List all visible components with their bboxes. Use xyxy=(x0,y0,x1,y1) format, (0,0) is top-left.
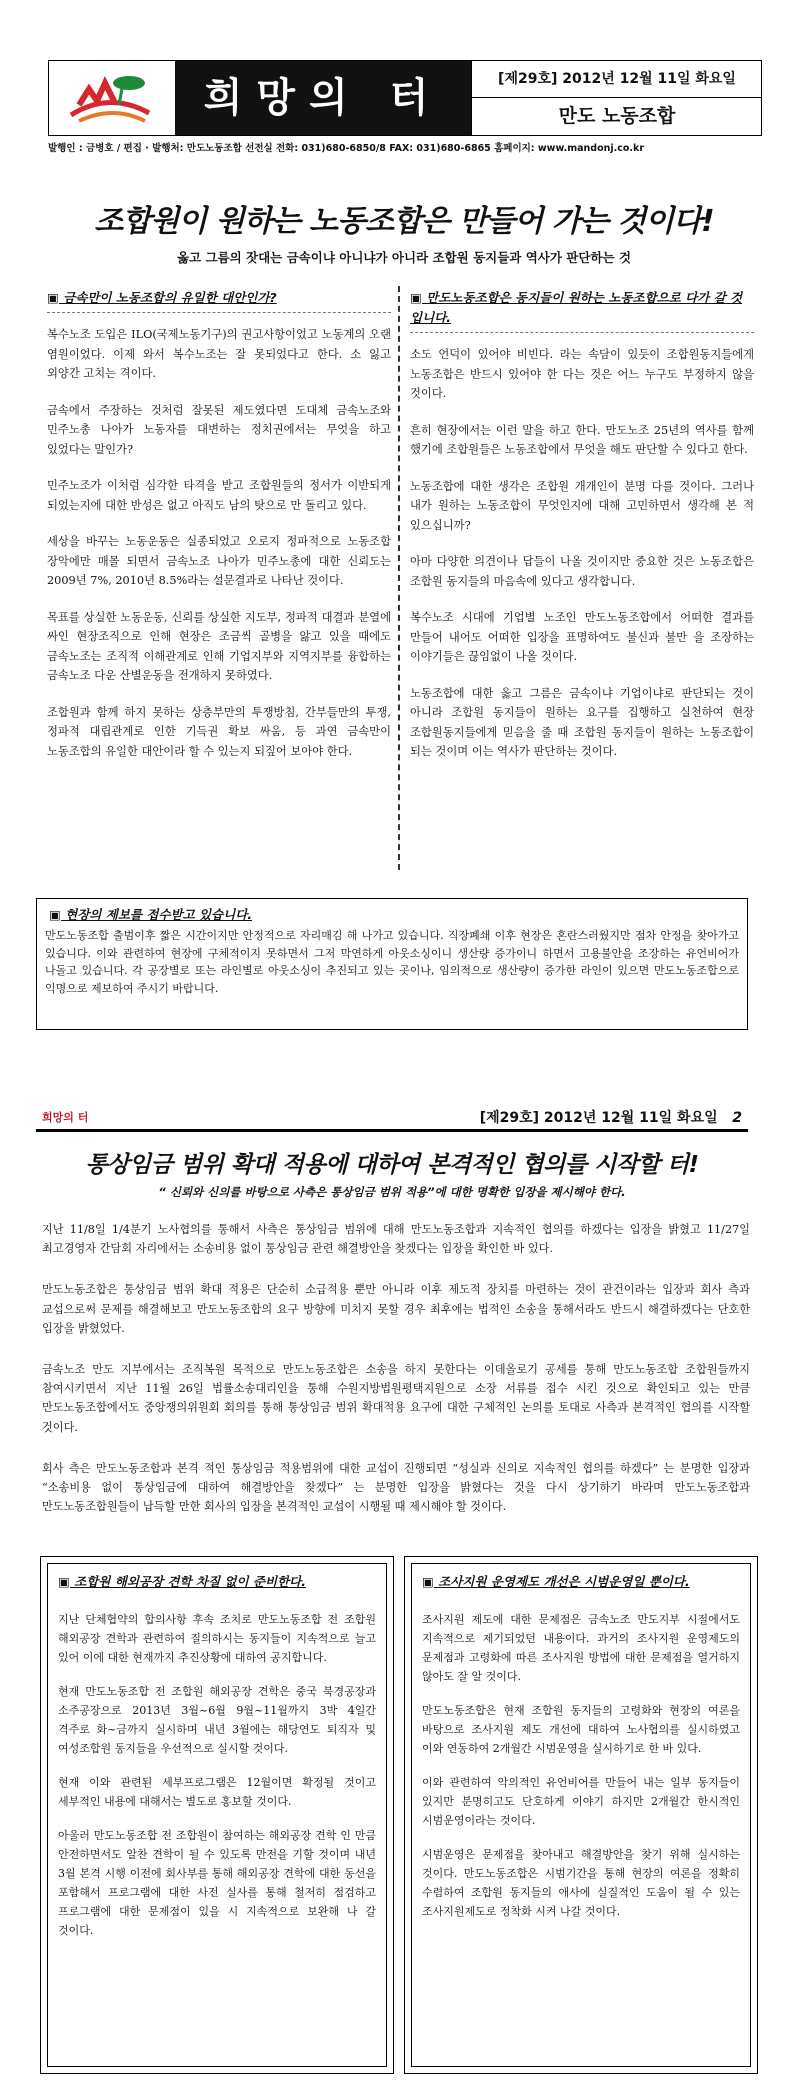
page2-paragraph: 지난 11/8일 1/4분기 노사협의를 통해서 사측은 통상임금 범위에 대해 만도노동조합과 지속적인 협의를 하겠다는 입장을 밝혔고 11/27일 최고경영자 간담회 자리에서는 소송비용 없이 통상임금 관련 해결방안을 찾겠다는 입장을 확인한 바 있다. xyxy=(42,1223,750,1256)
notice-title: ▣ 현장의 제보를 접수받고 있습니다. xyxy=(49,907,253,922)
right-paragraph: 복수노조 시대에 기업별 노조인 만도노동조합에서 어떠한 결과를 만들어 내어도 어떠한 입장을 표명하여도 불신과 불만 을 조장하는 이야기들은 끊임없이 나올 것이다. xyxy=(410,611,754,663)
publisher-info: 발행인 : 금병호 / 편집 · 발행처: 만도노동조합 선전실 전화: 031)680-6850/8 FAX: 031)680-6865 홈페이지: www.mandonj.co.kr xyxy=(48,143,645,154)
support-system-paragraph: 조사지원 제도에 대한 문제점은 금속노조 만도지부 시절에서도 지속적으로 제기되었던 내용이다. 과거의 조사지원 운영제도의 문제점과 고령화에 따른 조사지원 방법에 대한 문제점을 열거하지 않아도 잘 알 것이다. xyxy=(422,1613,740,1683)
page2-header xyxy=(36,1107,748,1132)
page2-subheadline: “ 신뢰와 신의를 바탕으로 사측은 통상임금 범위 적용”에 대한 명확한 입장을 제시해야 한다. xyxy=(158,1185,626,1199)
support-system-paragraph: 시범운영은 문제점을 찾아내고 해결방안을 찾기 위해 실시하는 것이다. 만도노동조합은 시범기간을 통해 현장의 여론을 정확히 수렴하여 조합원 동지들의 애사에 실질적인 도움이 될 수 있는 조사지원제도로 정착화 시켜 나갈 것이다. xyxy=(422,1848,740,1918)
notice-body: 만도노동조합 출범이후 짧은 시간이지만 안정적으로 자리매김 해 나가고 있습니다. 직장폐쇄 이후 현장은 혼란스러웠지만 점차 안정을 찾아가고 있습니다. 이와 관련하여 현장에 구체적이지 못하면서 그저 막연하게 아웃소싱이니 생산량 증가이니 하면서 고용불안을 조장하는 유언비어가 나돌고 있습니다. 각 공장별로 또는 라인별로 아웃소싱이 추진되고 있는 곳이나, 임의적으로 생산량이 증가한 라인이 있으면 만도노동조합으로 익명으로 제보하여 주시기 바랍니다. xyxy=(45,929,739,995)
left-column-title: ▣ 금속만이 노동조합의 유일한 대안인가? xyxy=(47,288,391,313)
page2-issue xyxy=(480,1107,742,1127)
right-column-title: ▣ 만도노동조합은 동지들이 원하는 노동조합으로 다가 갈 것입니다. xyxy=(410,288,754,333)
union-logo xyxy=(49,61,175,135)
left-paragraph: 금속에서 주장하는 것처럼 잘못된 제도였다면 도대체 금속노조와 민주노총 나아가 노동자를 대변하는 정치권에서는 무엇을 하고 있었다는 말인가? xyxy=(47,403,391,456)
left-paragraph: 조합원과 함께 하지 못하는 상층부만의 투쟁방침, 간부들만의 투쟁, 정파적 대립관계로 인한 기득권 확보 싸움, 등 과연 금속만이 노동조합의 유일한 대안이라 할 수 있는지 되짚어 보아야 한다. xyxy=(47,705,391,758)
page-number: 2 xyxy=(732,1110,742,1126)
support-system-title: ▣ 조사지원 운영제도 개선은 시범운영일 뿐이다. xyxy=(422,1574,690,1589)
page1-headline: 조합원이 원하는 노동조합은 만들어 가는 것이다! xyxy=(94,204,714,239)
page2-paragraph: 만도노동조합은 통상임금 범위 확대 적용은 단순히 소급적용 뿐만 아니라 이후 제도적 장치를 마련하는 것이 관건이라는 입장과 회사 측과 교섭으로써 문제를 해결해보고 만도노동조합의 요구 방향에 미치지 못할 경우 최후에는 법적인 소송을 통해서라도 반드시 해결하겠다는 단호한 입장을 밝혔었다. xyxy=(42,1283,750,1335)
left-paragraph: 목표를 상실한 노동운동, 신뢰를 상실한 지도부, 정파적 대결과 분열에 싸인 현장조직으로 인해 현장은 조금씩 골병을 앓고 있을 때에도 금속노조는 조직적 이해관계로 인해 기업지부와 지역지부를 융합하는 금속노조 다운 산별운동을 전개하지 못하였다. xyxy=(47,610,391,682)
left-column xyxy=(47,282,391,872)
page1-subheadline: 옳고 그름의 잣대는 금속이냐 아니냐가 아니라 조합원 동지들과 역사가 판단하는 것 xyxy=(176,250,632,265)
overseas-tour-inner xyxy=(47,1563,387,2067)
issue-date: [제29호] 2012년 12월 11일 화요일 xyxy=(471,61,762,98)
right-paragraph: 아마 다양한 의견이나 답들이 나올 것이지만 중요한 것은 노동조합은 조합원 동지들의 마음속에 있다고 생각합니다. xyxy=(410,555,754,588)
support-system-paragraph: 만도노동조합은 현재 조합원 동지들의 고령화와 현장의 여론을 바탕으로 조사지원 제도 개선에 대하여 노사협의를 실시하였고 이와 연동하여 2개월간 시범운영을 실시하기로 한 바 있다. xyxy=(422,1704,740,1755)
page2-headline: 통상임금 범위 확대 적용에 대하여 본격적인 협의를 시작할 터! xyxy=(85,1152,699,1178)
right-paragraph: 노동조합에 대한 생각은 조합원 개개인이 분명 다를 것이다. 그러나 내가 원하는 노동조합이 무엇인지에 대해 고민하면서 생각해 본 적 있으십니까? xyxy=(410,479,754,532)
notice-box xyxy=(36,898,748,1030)
left-paragraph: 세상을 바꾸는 노동운동은 실종되었고 오로지 정파적으로 노동조합 장악에만 매몰 되면서 금속노조 나아가 민주노총에 대한 신뢰도는 2009년 7%, 2010년 8.5%라는 설문결과로 나타난 것이다. xyxy=(47,535,391,587)
right-paragraph: 노동조합에 대한 옳고 그름은 금속이냐 기업이냐로 판단되는 것이 아니라 조합원 동지들이 원하는 요구를 집행하고 실천하여 현장 조합원동지들에게 믿음을 줄 때 조합원 동지들이 원하는 노동조합이 되는 것이며 이는 역사가 판단하는 것이다. xyxy=(410,686,754,758)
left-paragraph: 복수노조 도입은 ILO(국제노동기구)의 권고사항이었고 노동계의 오랜 염원이었다. 이제 와서 복수노조는 잘 못되었다고 한다. 소 잃고 외양간 고치는 격이다. xyxy=(47,328,391,380)
right-paragraph: 흔히 현장에서는 이런 말을 하고 한다. 만도노조 25년의 역사를 함께 했기에 조합원들은 노동조합에서 무엇을 해도 판단할 수 있다고 한다. xyxy=(410,423,754,456)
column-divider xyxy=(398,286,400,870)
page2-logo: 희망의 터 xyxy=(42,1111,89,1124)
overseas-tour-paragraph: 지난 단체협약의 합의사항 후속 조치로 만도노동조합 전 조합원 해외공장 견학과 관련하여 질의하시는 동지들이 지속적으로 늘고 있어 이에 대한 현재까지 추진상황에 대하여 공지합니다. xyxy=(58,1613,376,1664)
page2-paragraph: 금속노조 만도 지부에서는 조직복원 목적으로 만도노동조합은 소송을 하지 못한다는 이데올로기 공세를 통해 만도노동조합 조합원들까지 참여시키면서 지난 11월 26일 법률소송대리인을 통해 수원지방법원평택지원으로 소장 서류를 접수 시킨 것으로 확인되고 있는 만큼 만도노동조합에서도 중앙쟁의위원회 회의를 통해 통상임금 범위 확대적용 요구에 대한 구체적인 논의를 토대로 사측과 본격적인 협의를 시작할 것이다. xyxy=(42,1363,750,1434)
masthead xyxy=(48,60,762,136)
overseas-tour-paragraph: 현재 만도노동조합 전 조합원 해외공장 견학은 중국 북경공장과 소주공장으로 2013년 3월~6월 9월~11월까지 3박 4일간 격주로 화~금까지 실시하며 내년 3월에는 해당연도 퇴직자 및 여성조합원 동지들을 우선적으로 실시할 것이다. xyxy=(58,1685,376,1755)
newsletter-title: 희망의 터 xyxy=(175,61,471,135)
page2-body xyxy=(42,1220,750,1538)
overseas-tour-title: ▣ 조합원 해외공장 견학 차질 없이 준비한다. xyxy=(58,1574,306,1589)
overseas-tour-box xyxy=(40,1556,394,2074)
page2-issue-date: [제29호] 2012년 12월 11일 화요일 xyxy=(479,1110,718,1126)
support-system-paragraph: 이와 관련하여 악의적인 유언비어를 만들어 내는 일부 동지들이 있지만 분명히고도 단호하게 이야기 하지만 2개월간 한시적인 시범운영이라는 것이다. xyxy=(422,1776,740,1827)
page2-paragraph: 회사 측은 만도노동조합과 본격 적인 통상임금 적용범위에 대한 교섭이 진행되면 “성실과 신의로 지속적인 협의를 하겠다” 는 분명한 입장과 “소송비용 없이 통상임금에 대하여 해결방안을 찾겠다” 는 분명한 입장을 밝혔다는 것을 다시 상기하기 바라며 만도노동조합과 만도노동조합원들이 납득할 만한 회사의 입장을 본격적인 교섭이 시행될 때 제시해야 할 것이다. xyxy=(42,1461,750,1514)
overseas-tour-paragraph: 아울러 만도노동조합 전 조합원이 참여하는 해외공장 견학 인 만큼 안전하면서도 알찬 견학이 될 수 있도록 만전을 기할 것이며 내년 3월 본격 시행 이전에 회사부를 통해 해외공장 견학에 대한 동선을 포함해서 프로그램에 대한 사전 실사를 통해 철저히 점검하고 프로그램에 대한 문제점이 있을 시 지속적으로 보완해 나 갈 것이다. xyxy=(58,1829,376,1937)
support-system-box xyxy=(404,1556,758,2074)
overseas-tour-paragraph: 현재 이와 관련된 세부프로그램은 12월이면 확정될 것이고 세부적인 내용에 대해서는 별도로 홍보할 것이다. xyxy=(58,1776,376,1808)
left-paragraph: 민주노조가 이처럼 심각한 타격을 받고 조합원들의 정서가 이반되게 되었는지에 대한 반성은 없고 아직도 남의 탓으로 만 돌리고 있다. xyxy=(47,479,391,512)
support-system-inner xyxy=(411,1563,751,2067)
right-paragraph: 소도 언덕이 있어야 비빈다. 라는 속담이 있듯이 조합원동지들에게 노동조합은 반드시 있어야 한 다는 것은 어느 누구도 부정하지 않을 것이다. xyxy=(410,348,754,400)
union-name: 만도 노동조합 xyxy=(471,98,762,135)
right-column xyxy=(410,282,754,872)
